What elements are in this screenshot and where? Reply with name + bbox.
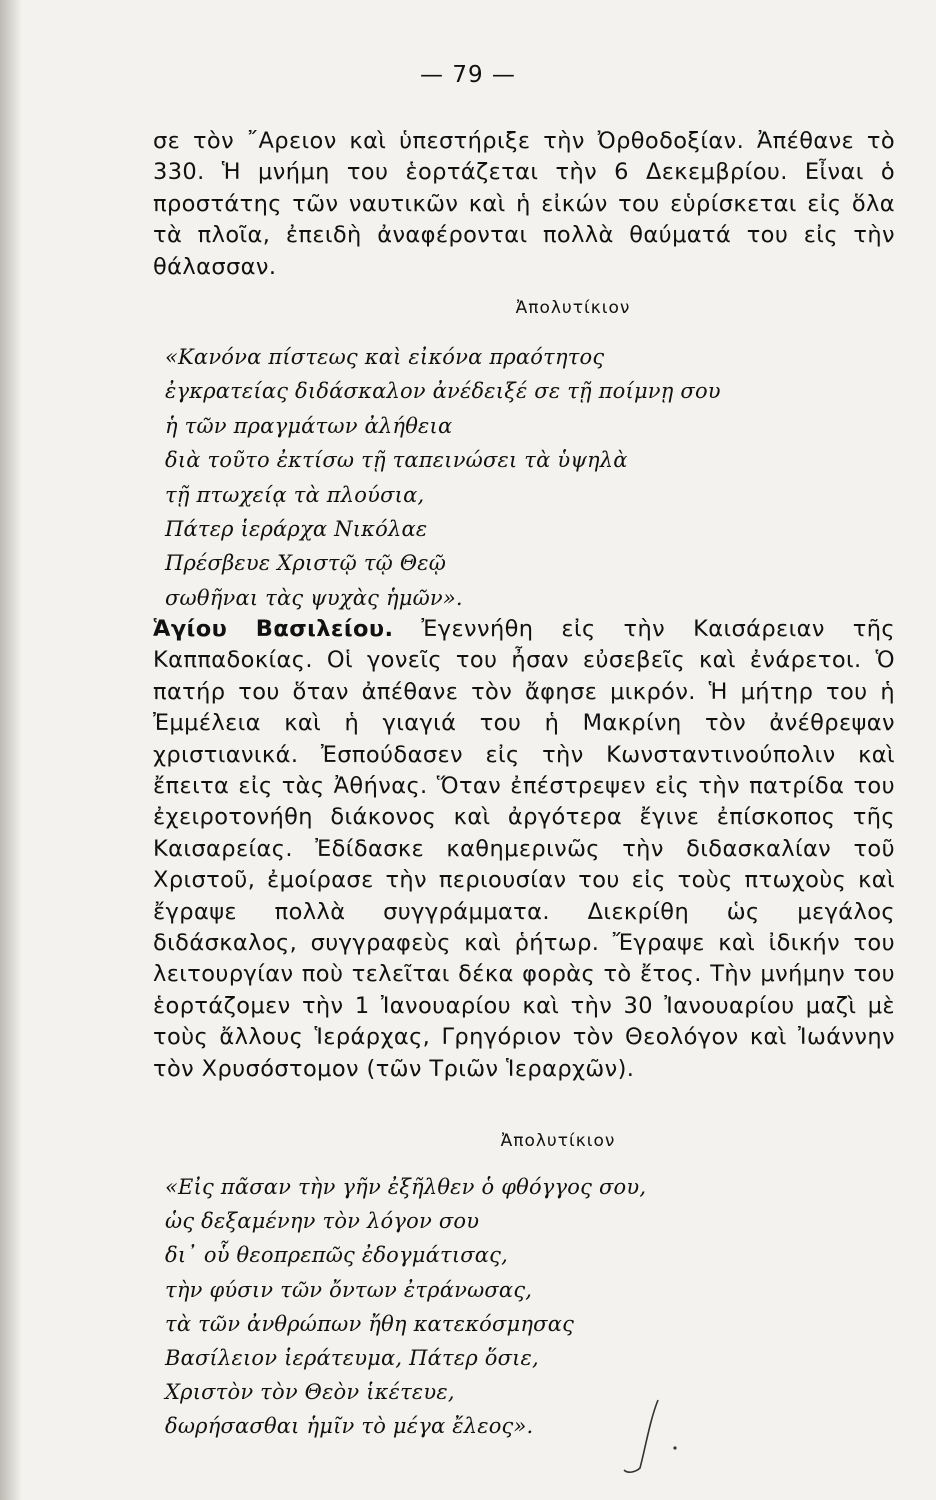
hymn-line: Βασίλειον ἱεράτευμα, Πάτερ ὅσιε,	[165, 1346, 539, 1371]
hymn-line: τῇ πτωχείᾳ τὰ πλούσια,	[165, 482, 425, 507]
hymn-line: ὡς δεξαμένην τὸν λόγον σου	[165, 1209, 480, 1234]
apolytikion-hymn-1	[165, 340, 721, 615]
hymn-line: δωρήσασθαι ἡμῖν τὸ μέγα ἔλεος».	[165, 1414, 534, 1439]
saint-name-heading: Ἁγίου Βασιλείου.	[153, 616, 394, 642]
hymn-line: τὴν φύσιν τῶν ὄντων ἐτράνωσας,	[165, 1277, 533, 1302]
page-edge-shadow	[0, 0, 22, 1500]
hymn-line: «Κανόνα πίστεως καὶ εἰκόνα πραότητος	[165, 345, 605, 369]
intro-paragraph: σε τὸν ῎Αρειον καὶ ὑπεστήριξε τὴν Ὀρθοδοξίαν. Ἀπέθανε τὸ 330. Ἡ μνήμη του ἑορτάζεται τὴν 6 Δεκεμβρίου. Εἶναι ὁ προστάτης τῶν ναυτικῶν καὶ ἡ εἰκών του εὑρίσκεται εἰς ὅλα τὰ πλοῖα, ἐπειδὴ ἀναφέρονται πολλὰ θαύματά του εἰς τὴν θάλασσαν.	[153, 128, 895, 280]
hymn-line: Πάτερ ἱεράρχα Νικόλαε	[165, 517, 428, 542]
hymn-line: σωθῆναι τὰς ψυχὰς ἡμῶν».	[165, 585, 463, 610]
hymn-line: Πρέσβευε Χριστῷ τῷ Θεῷ	[165, 551, 447, 576]
basil-paragraph	[153, 614, 895, 1085]
hymn-line: δι᾽ οὗ θεοπρεπῶς ἐδογμάτισας,	[165, 1243, 509, 1268]
page-number: — 79 —	[420, 62, 516, 88]
hymn-line: διὰ τοῦτο ἐκτίσω τῇ ταπεινώσει τὰ ὑψηλὰ	[165, 448, 628, 473]
apolytikion-hymn-2	[165, 1170, 646, 1444]
apolytikion-heading-1: Ἀπολυτίκιον	[515, 298, 631, 318]
hymn-line: «Εἰς πᾶσαν τὴν γῆν ἐξῆλθεν ὁ φθόγγος σου,	[165, 1175, 647, 1199]
apolytikion-heading-2: Ἀπολυτίκιον	[500, 1131, 616, 1151]
hymn-line: ἐγκρατείας διδάσκαλον ἀνέδειξέ σε τῇ ποίμνῃ σου	[165, 379, 721, 404]
pen-mark-icon	[600, 1390, 690, 1480]
hymn-line: Χριστὸν τὸν Θεὸν ἱκέτευε,	[165, 1380, 455, 1405]
hymn-line: τὰ τῶν ἀνθρώπων ἤθη κατεκόσμησας	[165, 1311, 575, 1336]
hymn-line: ἡ τῶν πραγμάτων ἀλήθεια	[165, 413, 453, 438]
basil-text: Ἐγεννήθη εἰς τὴν Καισάρειαν τῆς Καππαδοκίας. Οἱ γονεῖς του ἦσαν εὐσεβεῖς καὶ ἐνάρετοι. Ὁ πατήρ του ὅταν ἀπέθανε τὸν ἄφησε μικρόν. Ἡ μήτηρ του ἡ Ἐμμέλεια καὶ ἡ γιαγιά του ἡ Μακρίνη τὸν ἀνέθρεψαν χριστιανικά. Ἐσπούδασεν εἰς τὴν Κωνσταντινούπολιν καὶ ἔπειτα εἰς τὰς Ἀθήνας. Ὅταν ἐπέστρεψεν εἰς τὴν πατρίδα του ἐχειροτονήθη διάκονος καὶ ἀργότερα ἔγινε ἐπίσκοπος τῆς Καισαρείας. Ἐδίδασκε καθημερινῶς τὴν διδασκαλίαν τοῦ Χριστοῦ, ἐμοίρασε τὴν περιουσίαν του εἰς τοὺς πτωχοὺς καὶ ἔγραψε πολλὰ συγγράμματα. Διεκρίθη ὡς μεγάλος διδάσκαλος, συγγραφεὺς καὶ ῥήτωρ. Ἔγραψε καὶ ἰδικήν του λειτουργίαν ποὺ τελεῖται δέκα φορὰς τὸ ἔτος. Τὴν μνήμην του ἑορτάζομεν τὴν 1 Ἰανουαρίου καὶ τὴν 30 Ἰανουαρίου μαζὶ μὲ τοὺς ἄλλους Ἱεράρχας, Γρηγόριον τὸν Θεολόγον καὶ Ἰωάννην τὸν Χρυσόστομον (τῶν Τριῶν Ἱεραρχῶν).	[153, 616, 895, 1082]
